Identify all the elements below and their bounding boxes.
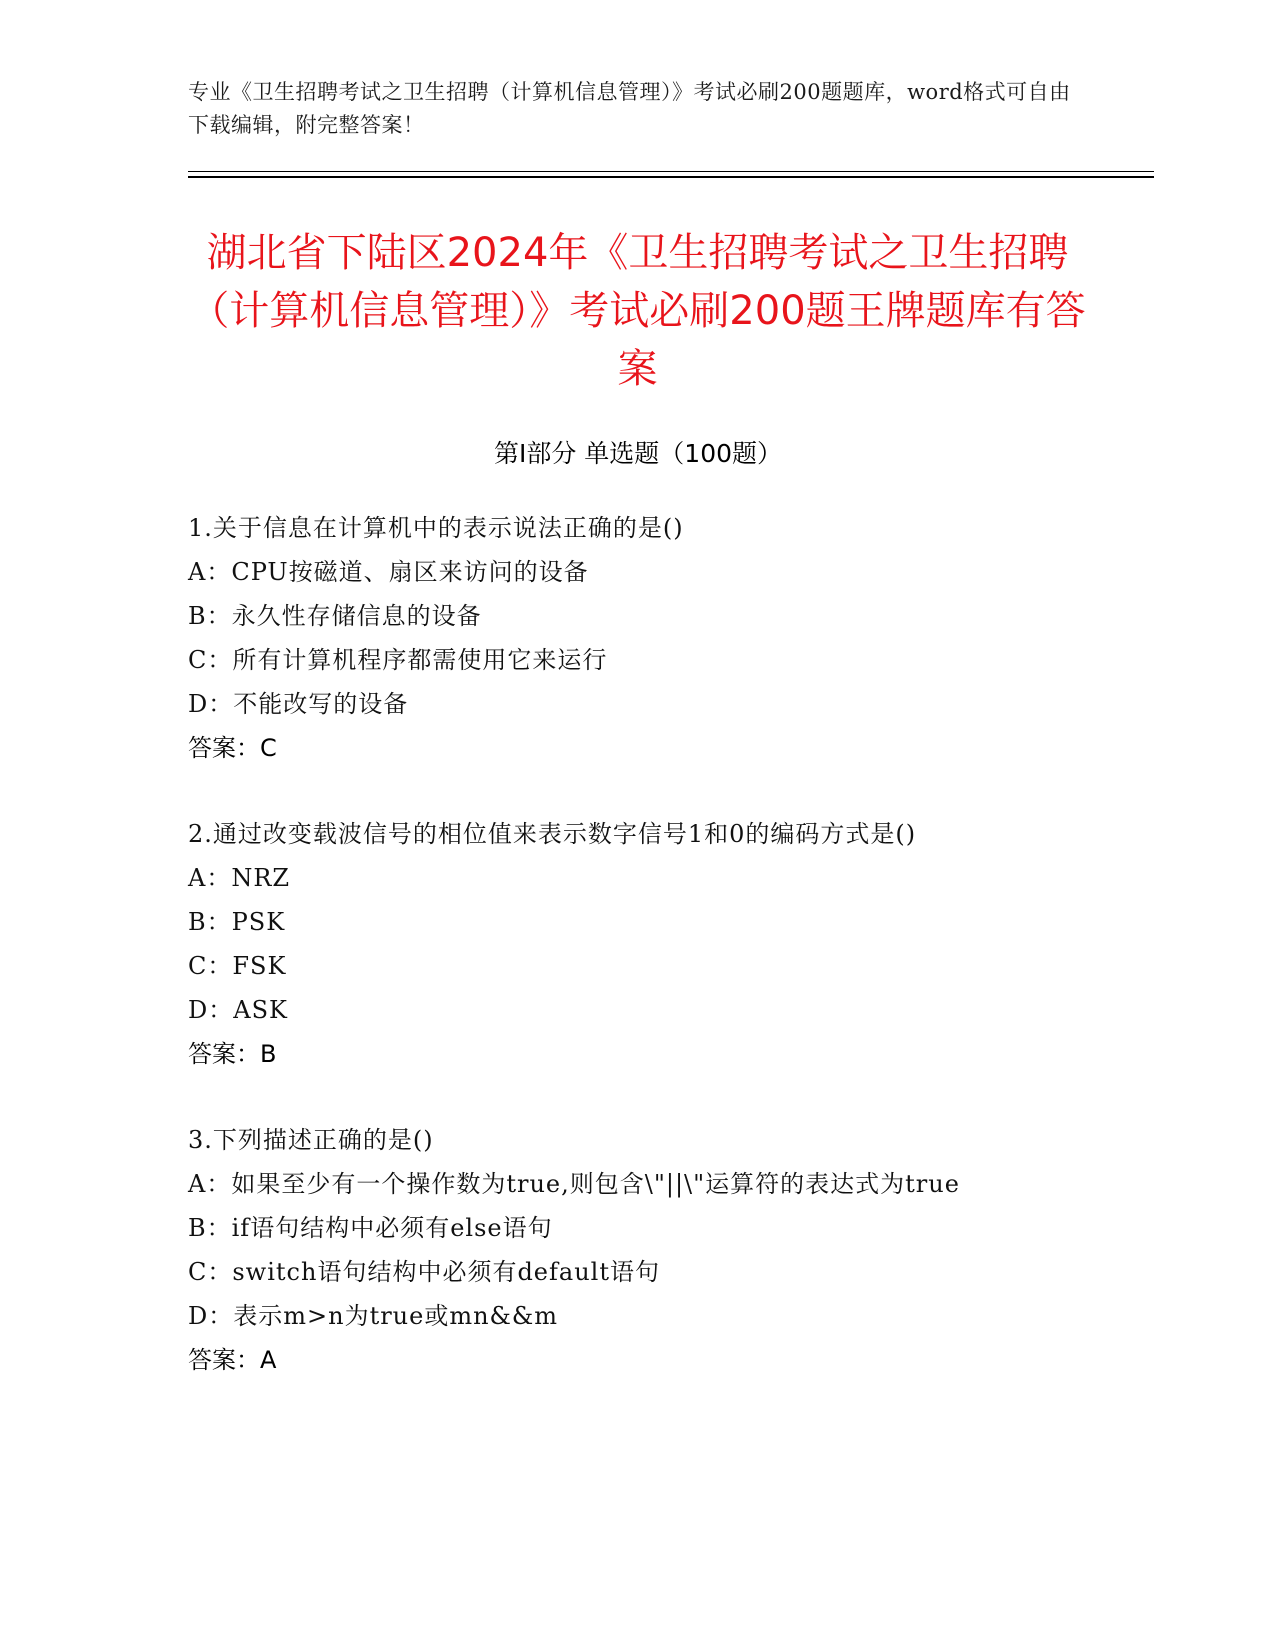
question-2 xyxy=(188,812,1088,1076)
header-note: 专业《卫生招聘考试之卫生招聘（计算机信息管理）》考试必刷200题题库，word格式可自由下载编辑，附完整答案！ xyxy=(188,80,1071,137)
option-b: B：永久性存储信息的设备 xyxy=(188,602,482,630)
question-stem: 2.通过改变载波信号的相位值来表示数字信号1和0的编码方式是() xyxy=(188,820,917,848)
option-c: C：switch语句结构中必须有default语句 xyxy=(188,1258,660,1286)
option-a: A：CPU按磁道、扇区来访问的设备 xyxy=(188,558,589,586)
question-3 xyxy=(188,1118,1088,1382)
option-b: B：if语句结构中必须有else语句 xyxy=(188,1214,553,1242)
option-d: D：ASK xyxy=(188,996,288,1024)
question-1 xyxy=(188,506,1088,770)
header-divider-thin xyxy=(188,171,1154,172)
header-divider-thick xyxy=(188,176,1154,178)
document-title: 湖北省下陆区2024年《卫生招聘考试之卫生招聘（计算机信息管理）》考试必刷200题王牌题库有答案 xyxy=(189,230,1086,392)
option-c: C：FSK xyxy=(188,952,287,980)
option-b: B：PSK xyxy=(188,908,286,936)
option-c: C：所有计算机程序都需使用它来运行 xyxy=(188,646,608,674)
question-stem: 1.关于信息在计算机中的表示说法正确的是() xyxy=(188,514,684,542)
option-d: D：不能改写的设备 xyxy=(188,690,409,718)
answer: 答案：B xyxy=(188,1040,277,1068)
option-d: D：表示m>n为true或mn&&m xyxy=(188,1302,559,1330)
section-heading: 第Ⅰ部分 单选题（100题） xyxy=(493,439,783,468)
option-a: A：如果至少有一个操作数为true,则包含\"||\"运算符的表达式为true xyxy=(188,1170,960,1198)
option-a: A：NRZ xyxy=(188,864,291,892)
answer: 答案：A xyxy=(188,1346,277,1374)
question-stem: 3.下列描述正确的是() xyxy=(188,1126,434,1154)
answer: 答案：C xyxy=(188,734,277,762)
